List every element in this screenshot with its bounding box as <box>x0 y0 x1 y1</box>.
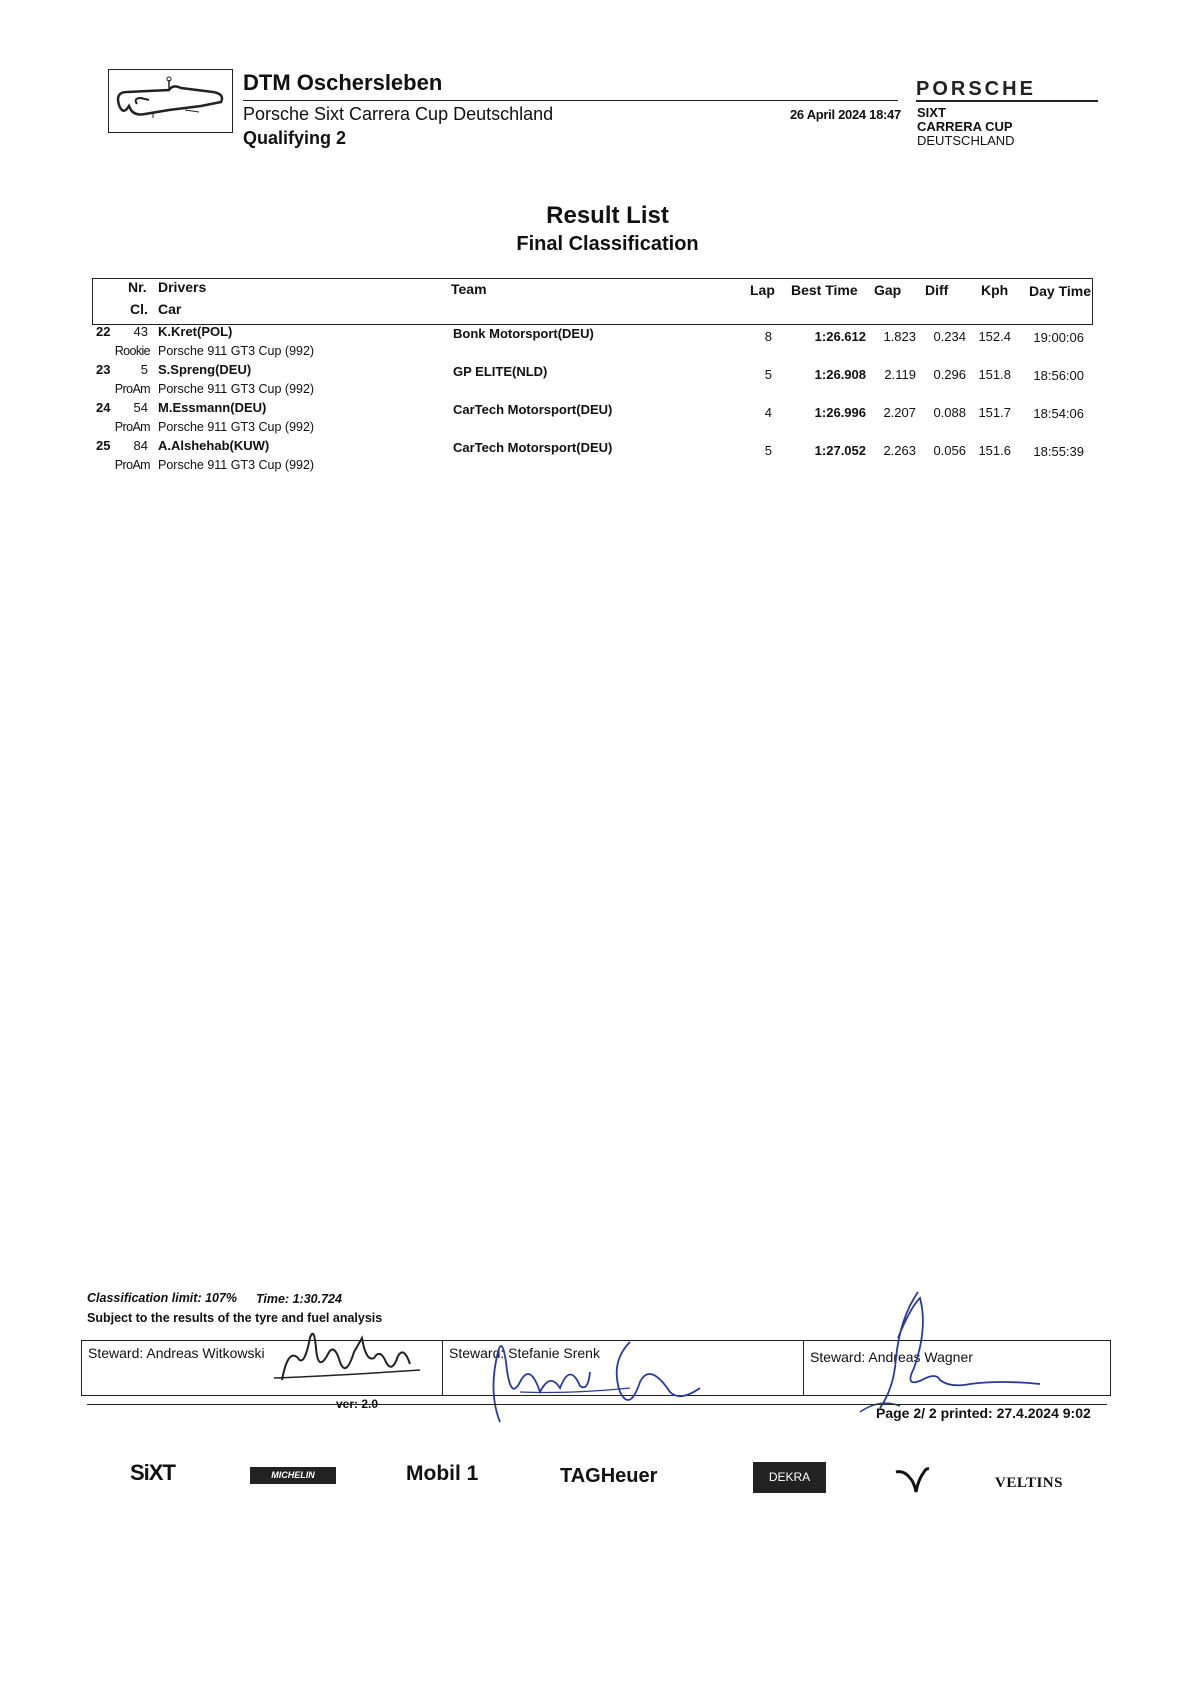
row-car: Porsche 911 GT3 Cup (992) <box>158 382 315 396</box>
row-car-number: 5 <box>140 362 148 377</box>
row-class: ProAm <box>114 382 150 396</box>
row-driver: S.Spreng(DEU) <box>158 362 252 377</box>
row-lap: 8 <box>764 329 772 344</box>
col-team: Team <box>451 281 487 297</box>
row-diff: 0.088 <box>933 405 966 420</box>
row-kph: 151.8 <box>978 367 1011 382</box>
col-best-time: Best Time <box>791 282 858 298</box>
sponsor-sixt-logo: SiXT <box>130 1460 175 1485</box>
row-position: 22 <box>96 324 111 339</box>
classification-limit: Classification limit: 107% <box>87 1291 238 1305</box>
row-diff: 0.296 <box>933 367 966 382</box>
row-team: GP ELITE(NLD) <box>453 364 548 379</box>
signature-witkowski <box>270 1318 440 1388</box>
porsche-wordmark: PORSCHE <box>916 78 1036 100</box>
table-row <box>92 324 1092 363</box>
row-day-time: 19:00:06 <box>1033 330 1084 345</box>
row-diff: 0.056 <box>933 443 966 458</box>
row-car-number: 54 <box>133 400 148 415</box>
sponsor-michelin-logo: MICHELIN <box>250 1467 336 1484</box>
signature-wagner <box>840 1288 1050 1416</box>
signature-srenk <box>480 1322 710 1432</box>
col-day-time: Day Time <box>1029 283 1091 299</box>
row-diff: 0.234 <box>933 329 966 344</box>
row-day-time: 18:55:39 <box>1033 444 1084 459</box>
col-drivers: Drivers <box>158 279 207 295</box>
row-gap: 2.119 <box>884 367 916 382</box>
cup-line-2: CARRERA CUP <box>917 119 1013 134</box>
row-driver: A.Alshehab(KUW) <box>158 438 270 453</box>
col-cl: Cl. <box>130 301 148 317</box>
row-team: CarTech Motorsport(DEU) <box>453 440 613 455</box>
session-date: 26 April 2024 18:47 <box>790 107 901 122</box>
series-name: Porsche Sixt Carrera Cup Deutschland <box>243 104 554 124</box>
porsche-divider <box>916 100 1098 102</box>
row-position: 25 <box>96 438 111 453</box>
result-list-subtitle: Final Classification <box>516 233 699 255</box>
page-info: Page 2/ 2 printed: 27.4.2024 9:02 <box>876 1405 1091 1421</box>
carrera-cup-logo <box>917 106 1015 148</box>
result-list-title: Result List <box>546 202 669 229</box>
row-position: 24 <box>96 400 111 415</box>
col-lap: Lap <box>750 282 775 298</box>
steward-1-label: Steward: Andreas Witkowski <box>88 1345 265 1361</box>
col-car: Car <box>158 301 182 317</box>
row-kph: 151.7 <box>978 405 1011 420</box>
row-class: ProAm <box>114 420 150 434</box>
table-row <box>92 438 1092 477</box>
cup-line-3: DEUTSCHLAND <box>917 133 1015 148</box>
tyre-fuel-note: Subject to the results of the tyre and fuel analysis <box>87 1311 383 1325</box>
session-name: Qualifying 2 <box>243 128 347 148</box>
row-gap: 2.263 <box>883 443 916 458</box>
sponsor-veltins-logo: VELTINS <box>995 1475 1063 1491</box>
row-best-time: 1:27.052 <box>814 443 866 458</box>
col-nr: Nr. <box>128 279 147 295</box>
sponsor-tagheuer-logo: TAGHeuer <box>560 1465 658 1487</box>
table-header <box>92 278 1093 325</box>
row-best-time: 1:26.612 <box>814 329 866 344</box>
sponsor-mobil-logo: Mobil 1 <box>406 1462 479 1485</box>
steward-3-label: Steward: Andreas Wagner <box>810 1349 973 1365</box>
table-row <box>92 362 1092 401</box>
row-car: Porsche 911 GT3 Cup (992) <box>158 344 315 358</box>
cup-line-1: SIXT <box>917 105 946 120</box>
row-team: CarTech Motorsport(DEU) <box>453 402 613 417</box>
col-kph: Kph <box>981 282 1009 298</box>
sponsor-dekra-logo: DEKRA <box>753 1462 826 1493</box>
row-car: Porsche 911 GT3 Cup (992) <box>158 420 315 434</box>
table-row <box>92 400 1092 439</box>
row-day-time: 18:56:00 <box>1033 368 1084 383</box>
row-position: 23 <box>96 362 111 377</box>
track-map-logo <box>108 69 233 133</box>
col-gap: Gap <box>874 282 902 298</box>
row-car: Porsche 911 GT3 Cup (992) <box>158 458 315 472</box>
row-team: Bonk Motorsport(DEU) <box>453 326 594 341</box>
row-class: ProAm <box>114 458 150 472</box>
header-divider <box>243 100 898 101</box>
version-label: ver: 2.0 <box>336 1397 379 1411</box>
steward-2-label: Steward: Stefanie Srenk <box>449 1345 600 1361</box>
row-best-time: 1:26.996 <box>814 405 866 420</box>
row-kph: 151.6 <box>978 443 1011 458</box>
row-gap: 2.207 <box>883 405 916 420</box>
row-lap: 5 <box>764 367 772 382</box>
event-title: DTM Oschersleben <box>243 70 443 95</box>
row-gap: 1.823 <box>883 329 916 344</box>
row-best-time: 1:26.908 <box>814 367 866 382</box>
row-class: Rookie <box>114 344 150 358</box>
row-lap: 5 <box>764 443 772 458</box>
row-kph: 152.4 <box>978 329 1011 344</box>
row-driver: K.Kret(POL) <box>158 324 233 339</box>
row-day-time: 18:54:06 <box>1033 406 1084 421</box>
col-diff: Diff <box>925 282 949 298</box>
row-lap: 4 <box>764 405 772 420</box>
row-driver: M.Essmann(DEU) <box>158 400 267 415</box>
classification-limit-time: Time: 1:30.724 <box>256 1292 342 1306</box>
row-car-number: 43 <box>133 324 148 339</box>
sponsor-puma-logo <box>894 1466 930 1494</box>
row-car-number: 84 <box>133 438 148 453</box>
